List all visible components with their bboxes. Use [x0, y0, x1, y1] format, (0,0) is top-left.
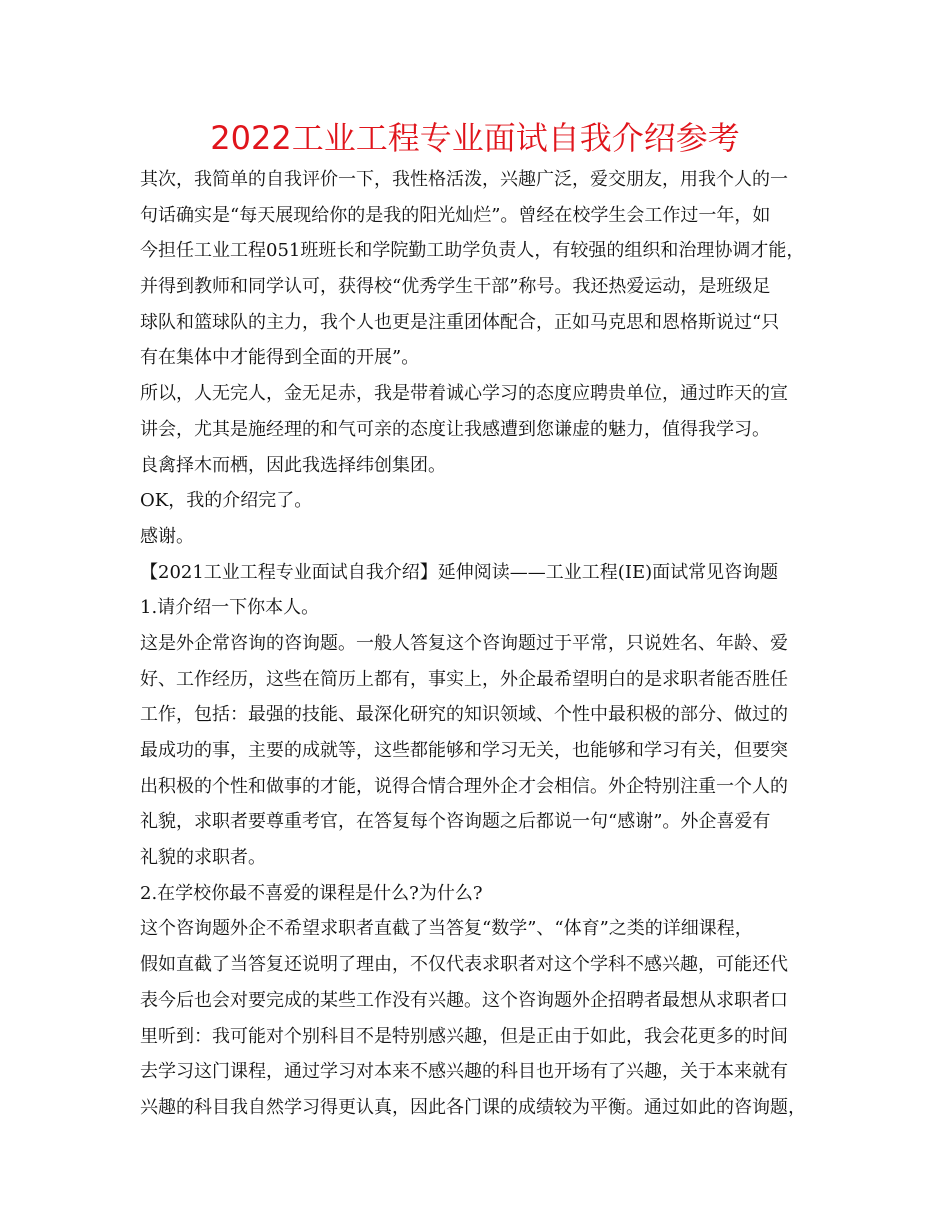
paragraph-line: 最成功的事，主要的成就等，这些都能够和学习无关，也能够和学习有关，但要突 — [140, 740, 788, 761]
paragraph-line: 并得到教师和同学认可，获得校“优秀学生干部”称号。我还热爱运动，是班级足 — [140, 276, 771, 298]
question-heading: 2.在学校你最不喜爱的课程是什么?为什么? — [140, 882, 483, 904]
paragraph-line: 表今后也会对要完成的某些工作没有兴趣。这个咨询题外企招聘者最想从求职者口 — [140, 989, 788, 1011]
paragraph-line: 里听到：我可能对个别科目不是特别感兴趣，但是正由于如此，我会花更多的时间 — [140, 1025, 788, 1047]
paragraph-line: 礼貌，求职者要尊重考官，在答复每个咨询题之后都说一句“感谢”。外企喜爱有 — [140, 811, 771, 833]
document-title: 2022工业工程专业面试自我介绍参考 — [210, 119, 740, 157]
paragraph-line: 所以，人无完人，金无足赤，我是带着诚心学习的态度应聘贵单位，通过昨天的宣 — [140, 383, 788, 405]
paragraph-line: 球队和篮球队的主力，我个人也更是注重团体配合，正如马克思和恩格斯说过“只 — [140, 311, 780, 333]
paragraph-line: 去学习这门课程，通过学习对本来不感兴趣的科目也开场有了兴趣，关于本来就有 — [140, 1061, 788, 1083]
paragraph-line: 其次，我简单的自我评价一下，我性格活泼，兴趣广泛，爱交朋友，用我个人的一 — [140, 169, 788, 190]
paragraph-line: 有在集体中才能得到全面的开展”。 — [140, 347, 420, 369]
paragraph-line: 出积极的个性和做事的才能，说得合情合理外企才会相信。外企特别注重一个人的 — [140, 775, 788, 797]
paragraph-line: 这个咨询题外企不希望求职者直截了当答复“数学”、“体育”之类的详细课程， — [140, 918, 753, 940]
paragraph-line: 兴趣的科目我自然学习得更认真，因此各门课的成绩较为平衡。通过如此的咨询题， — [140, 1096, 806, 1118]
question-heading: 1.请介绍一下你本人。 — [140, 597, 320, 619]
document-body — [140, 162, 830, 1126]
paragraph-line: 礼貌的求职者。 — [140, 847, 266, 869]
paragraph-line: 工作，包括：最强的技能、最深化研究的知识领域、个性中最积极的部分、做过的 — [140, 704, 788, 726]
paragraph-line: 好、工作经历，这些在简历上都有，事实上，外企最希望明白的是求职者能否胜任 — [140, 668, 788, 690]
paragraph-line: 句话确实是“每天展现给你的是我的阳光灿烂”。曾经在校学生会工作过一年，如 — [140, 204, 771, 226]
paragraph-line: 假如直截了当答复还说明了理由，不仅代表求职者对这个学科不感兴趣，可能还代 — [140, 954, 788, 976]
section-heading-line: 【2021工业工程专业面试自我介绍】延伸阅读——工业工程(IE)面试常见咨询题 — [140, 561, 779, 583]
paragraph-line: 感谢。 — [140, 525, 194, 547]
paragraph-line: OK，我的介绍完了。 — [140, 490, 313, 512]
paragraph-line: 良禽择木而栖，因此我选择纬创集团。 — [140, 454, 446, 476]
paragraph-line: 这是外企常咨询的咨询题。一般人答复这个咨询题过于平常，只说姓名、年龄、爱 — [140, 632, 788, 654]
paragraph-line: 讲会，尤其是施经理的和气可亲的态度让我感遭到您谦虚的魅力，值得我学习。 — [140, 418, 770, 440]
paragraph-line: 今担任工业工程051班班长和学院勤工助学负责人，有较强的组织和治理协调才能， — [140, 240, 805, 262]
